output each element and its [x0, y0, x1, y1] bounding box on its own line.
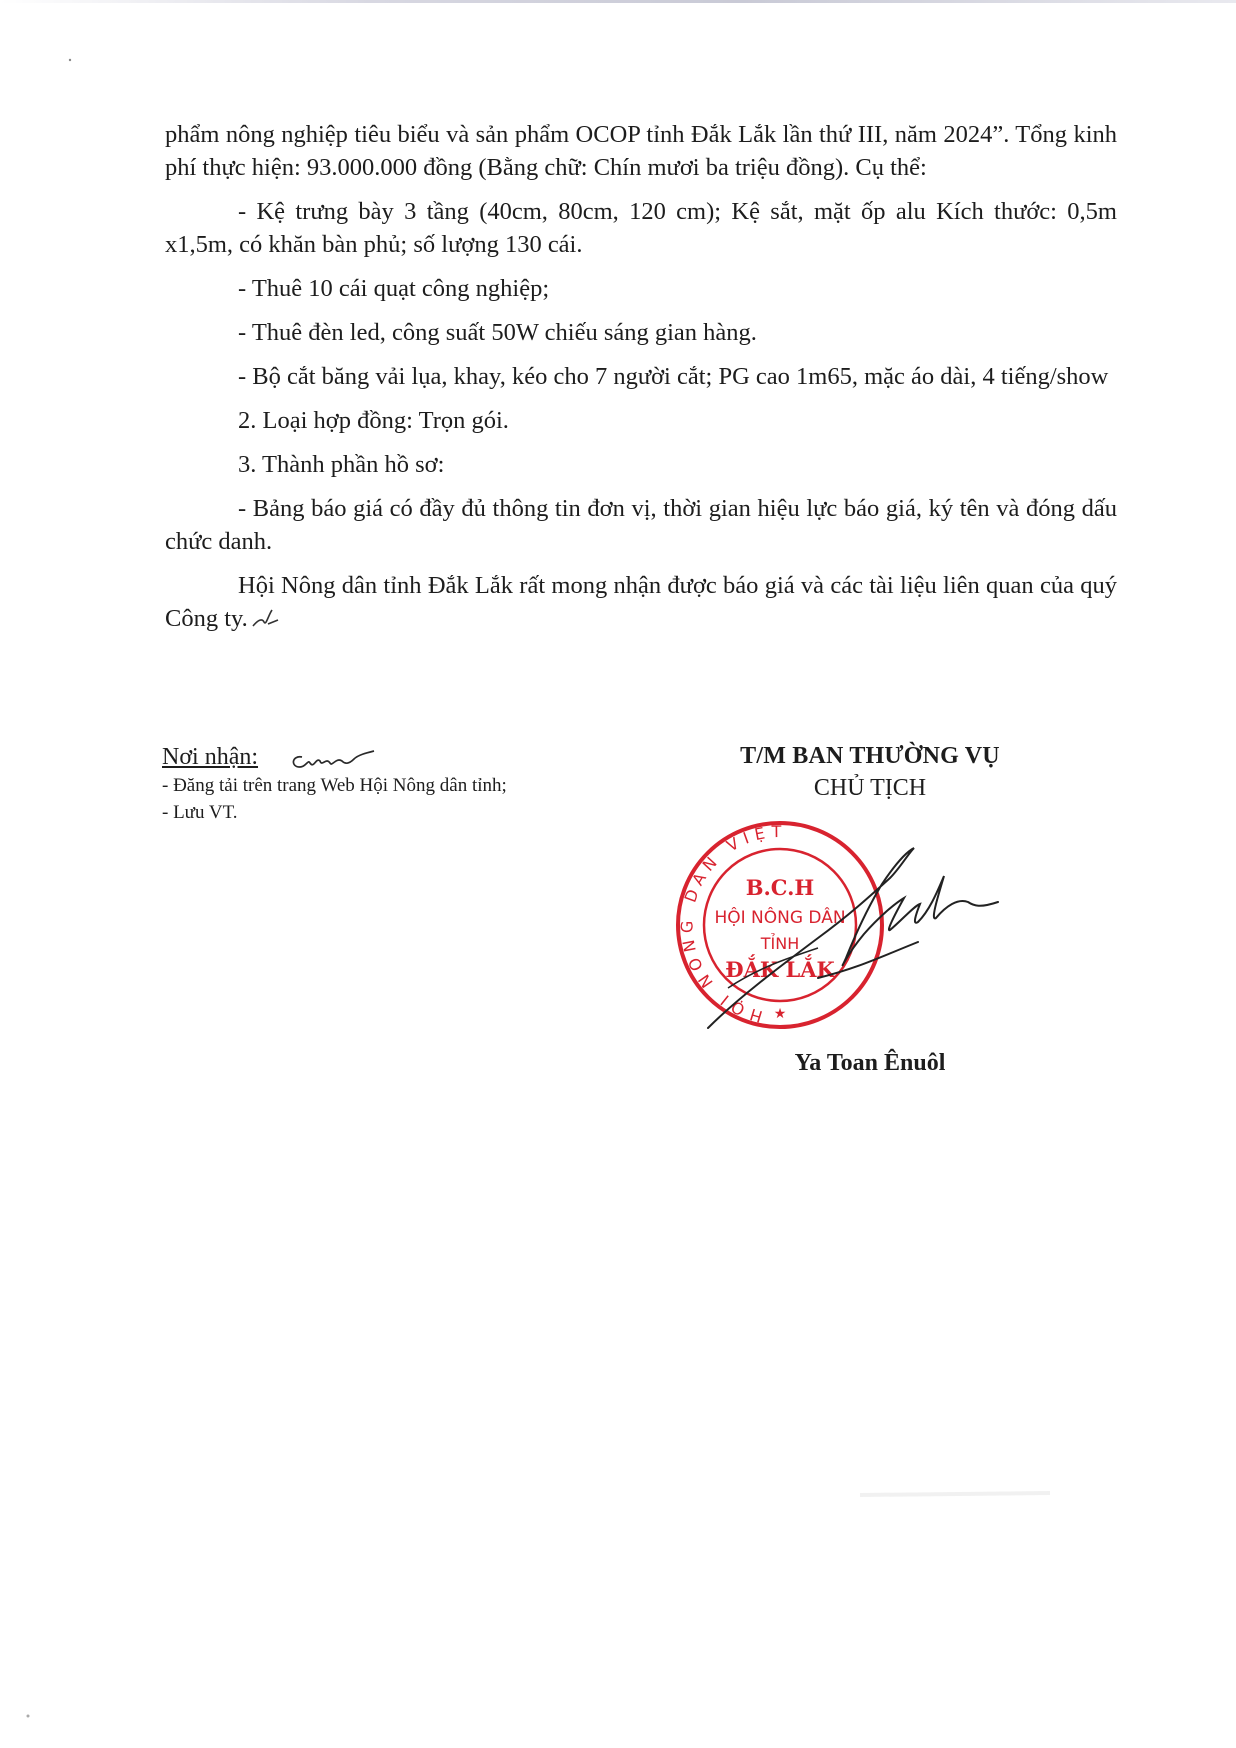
- paragraph-intro-continuation: phẩm nông nghiệp tiêu biểu và sản phẩm OCOP tỉnh Đắk Lắk lần thứ III, năm 2024”. Tổng kinh phí thực hiện: 93.000.000 đồng (Bằng chữ: Chín mươi ba triệu đồng). Cụ thể:: [165, 121, 1117, 181]
- recipient-item-archive: - Lưu VT.: [162, 802, 238, 823]
- paragraph-led-lights: - Thuê đèn led, công suất 50W chiếu sáng gian hàng.: [238, 319, 757, 346]
- recipients-title: Nơi nhận:: [162, 744, 259, 770]
- paragraph-quotation-requirements: - Bảng báo giá có đầy đủ thông tin đơn vị, thời gian hiệu lực báo giá, ký tên và đóng dấu chức danh.: [165, 495, 1117, 555]
- signer-name: Ya Toan Ênuôl: [794, 1050, 946, 1076]
- official-seal-area: [668, 818, 1048, 1048]
- document-body: [165, 118, 1117, 635]
- paragraph-display-shelves: - Kệ trưng bày 3 tầng (40cm, 80cm, 120 cm); Kệ sắt, mặt ốp alu Kích thước: 0,5m x1,5m, có khăn bàn phủ; số lượng 130 cái.: [165, 198, 1117, 258]
- seal-line-daklak: ĐẮK LẮK: [725, 957, 835, 982]
- paragraph-contract-type: 2. Loại hợp đồng: Trọn gói.: [238, 407, 509, 434]
- signature-role: CHỦ TỊCH: [813, 775, 927, 801]
- seal-line-bch: B.C.H: [745, 875, 815, 900]
- recipient-item-website: - Đăng tải trên trang Web Hội Nông dân tỉnh;: [162, 775, 507, 796]
- seal-line-province: TỈNH: [760, 934, 800, 953]
- signature-organization: T/M BAN THƯỜNG VỤ: [740, 743, 1000, 769]
- paragraph-industrial-fans: - Thuê 10 cái quạt công nghiệp;: [238, 275, 550, 302]
- paragraph-closing: [165, 569, 1117, 635]
- signature-block: [640, 740, 1100, 804]
- seal-line-org: HỘI NÔNG DÂN: [714, 908, 846, 928]
- initial-mark-icon: [250, 606, 280, 632]
- paragraph-dossier-components: 3. Thành phần hồ sơ:: [238, 451, 445, 478]
- paragraph-ribbon-cutting-set: - Bộ cắt băng vải lụa, khay, kéo cho 7 người cắt; PG cao 1m65, mặc áo dài, 4 tiếng/show: [238, 363, 1109, 390]
- red-seal-icon: [668, 818, 1048, 1048]
- scan-top-edge: [0, 0, 1236, 3]
- closing-text: Hội Nông dân tỉnh Đắk Lắk rất mong nhận được báo giá và các tài liệu liên quan của quý Công ty.: [165, 572, 1117, 632]
- initials-signature-icon: [288, 745, 378, 775]
- seal-star-icon: ★: [773, 1006, 787, 1022]
- recipients-block: [162, 742, 682, 826]
- seal-ring-text: HỘI NÔNG DÂN VIỆT: [677, 821, 788, 1027]
